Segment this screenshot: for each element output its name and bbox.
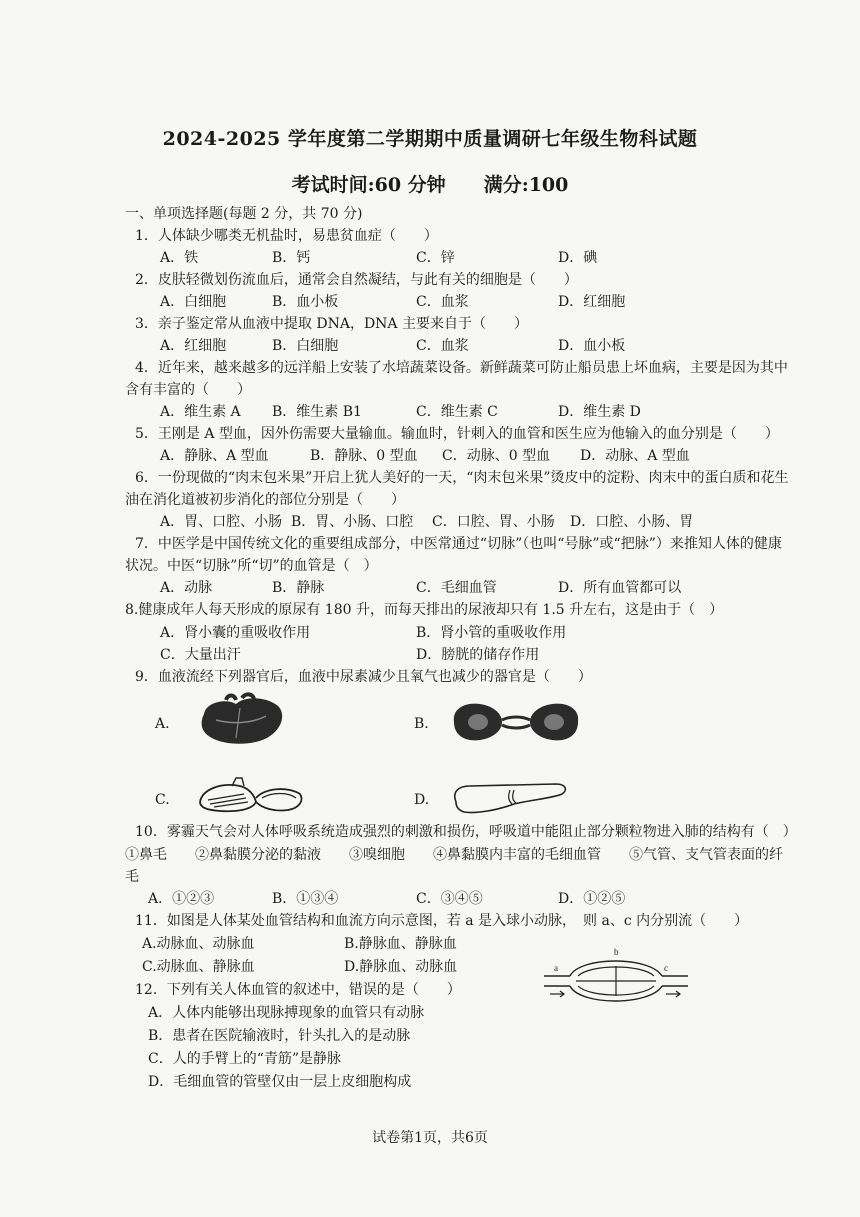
question-1: 1．人体缺少哪类无机盐时，易患贫血症（ ） (135, 228, 438, 244)
q10-option-c: C．③④⑤ (416, 891, 483, 907)
q5-option-c: C．动脉、0 型血 (442, 448, 551, 464)
question-7: 7．中医学是中国传统文化的重要组成部分，中医常通过“切脉”（也叫“号脉”或“把脉”）来推知人体的健康 (135, 536, 782, 552)
q12-option-a: A．人体内能够出现脉搏现象的血管只有动脉 (148, 1005, 425, 1021)
vessel-diagram (540, 944, 690, 1006)
question-7-cont: 状况。中医“切脉”所“切”的血管是（ ） (125, 558, 378, 574)
q6-option-d: D．口腔、小肠、胃 (570, 514, 694, 530)
question-5: 5．王刚是 A 型血，因外伤需要大量输血。输血时，针刺入的血管和医生应为他输入的血分别是（ ） (135, 426, 779, 442)
q10-option-b: B．①③④ (272, 891, 339, 907)
q8-option-c: C．大量出汗 (160, 647, 241, 663)
q9-option-a: A. (155, 716, 170, 732)
q11-option-b: B.静脉血、静脉血 (344, 936, 457, 952)
q4-option-c: C．维生素 C (416, 404, 498, 420)
question-4-cont: 含有丰富的（ ） (125, 382, 251, 398)
q3-option-b: B．白细胞 (272, 338, 339, 354)
kidney-illustration (446, 700, 586, 745)
q8-option-d: D．膀胱的储存作用 (416, 647, 540, 663)
q5-option-b: B．静脉、0 型血 (310, 448, 418, 464)
question-8: 8.健康成年人每天形成的原尿有 180 升，而每天排出的尿液却只有 1.5 升左右，这是由于（ ） (125, 602, 724, 618)
q9-option-b: B. (414, 716, 429, 732)
q7-option-b: B．静脉 (272, 580, 325, 596)
question-3: 3．亲子鉴定常从血液中提取 DNA，DNA 主要来自于（ ） (135, 316, 528, 332)
question-4: 4．近年来，越来越多的远洋船上安装了水培蔬菜设备。新鲜蔬菜可防止船员患上坏血病，主要是因为其中 (135, 360, 788, 376)
q6-option-c: C．口腔、胃、小肠 (432, 514, 555, 530)
vessel-label-b: b (614, 947, 619, 957)
q7-option-c: C．毛细血管 (416, 580, 497, 596)
q6-option-a: A．胃、口腔、小肠 (160, 514, 283, 530)
q11-option-d: D.静脉血、动脉血 (344, 959, 458, 975)
q2-option-a: A．白细胞 (160, 294, 227, 310)
q2-option-b: B．血小板 (272, 294, 339, 310)
q11-option-a: A.动脉血、动脉血 (142, 936, 255, 952)
q11-option-c: C.动脉血、静脉血 (142, 959, 255, 975)
q1-option-b: B．钙 (272, 250, 311, 266)
exam-time: 考试时间:60 分钟 (291, 174, 446, 196)
question-12: 12．下列有关人体血管的叙述中，错误的是（ ） (135, 982, 461, 998)
q8-option-a: A．肾小囊的重吸收作用 (160, 625, 311, 641)
q10-option-d: D．①②⑤ (558, 891, 626, 907)
organ-d-illustration (450, 780, 570, 816)
q3-option-c: C．血浆 (416, 338, 469, 354)
section-heading: 一、单项选择题(每题 2 分，共 70 分) (125, 206, 363, 222)
question-10-cont: ①鼻毛 ②鼻黏膜分泌的黏液 ③嗅细胞 ④鼻黏膜内丰富的毛细血管 ⑤气管、支气管表面的纤 (125, 847, 783, 863)
question-10-cont2: 毛 (125, 869, 139, 885)
vessel-label-c: c (664, 963, 668, 973)
q12-option-d: D．毛细血管的管壁仅由一层上皮细胞构成 (148, 1074, 412, 1090)
q8-option-b: B．肾小管的重吸收作用 (416, 625, 567, 641)
question-2: 2．皮肤轻微划伤流血后，通常会自然凝结，与此有关的细胞是（ ） (135, 272, 578, 288)
q7-option-a: A．动脉 (160, 580, 213, 596)
q10-option-a: A．①②③ (148, 891, 215, 907)
exam-title: 2024-2025 学年度第二学期期中质量调研七年级生物科试题 (162, 128, 698, 150)
q1-option-c: C．锌 (416, 250, 455, 266)
question-10: 10．雾霾天气会对人体呼吸系统造成强烈的刺激和损伤，呼吸道中能阻止部分颗粒物进入肺的结构有（ ） (135, 824, 797, 840)
question-11: 11．如图是人体某处血管结构和血流方向示意图，若 a 是入球小动脉， 则 a、c 内分别流（ ） (135, 913, 749, 929)
q2-option-c: C．血浆 (416, 294, 469, 310)
q2-option-d: D．红细胞 (558, 294, 626, 310)
question-6-cont: 油在消化道被初步消化的部位分别是（ ） (125, 492, 405, 508)
q7-option-d: D．所有血管都可以 (558, 580, 682, 596)
question-6: 6．一份现做的“肉末包米果”开启上犹人美好的一天，“肉末包米果”烫皮中的淀粉、肉末中的蛋白质和花生 (135, 470, 789, 486)
q5-option-d: D．动脉、A 型血 (580, 448, 690, 464)
heart-illustration (196, 694, 286, 746)
q1-option-a: A．铁 (160, 250, 199, 266)
vessel-label-a: a (554, 963, 558, 973)
q4-option-a: A．维生素 A (160, 404, 241, 420)
q12-option-b: B．患者在医院输液时，针头扎入的是动脉 (148, 1028, 411, 1044)
question-9: 9．血液流经下列器官后，血液中尿素减少且氧气也减少的器官是（ ） (135, 669, 592, 685)
q1-option-d: D．碘 (558, 250, 598, 266)
q3-option-d: D．血小板 (558, 338, 626, 354)
q4-option-d: D．维生素 D (558, 404, 641, 420)
q3-option-a: A．红细胞 (160, 338, 227, 354)
exam-score: 满分:100 (483, 174, 569, 196)
q12-option-c: C．人的手臂上的“青筋”是静脉 (148, 1051, 342, 1067)
lung-illustration (196, 776, 306, 816)
q6-option-b: B．胃、小肠、口腔 (291, 514, 414, 530)
q5-option-a: A．静脉、A 型血 (160, 448, 269, 464)
q4-option-b: B．维生素 B1 (272, 404, 362, 420)
page-footer: 试卷第1页，共6页 (372, 1130, 488, 1146)
exam-subtitle (0, 170, 860, 197)
q9-option-c: C. (155, 792, 170, 808)
q9-option-d: D. (414, 792, 430, 808)
